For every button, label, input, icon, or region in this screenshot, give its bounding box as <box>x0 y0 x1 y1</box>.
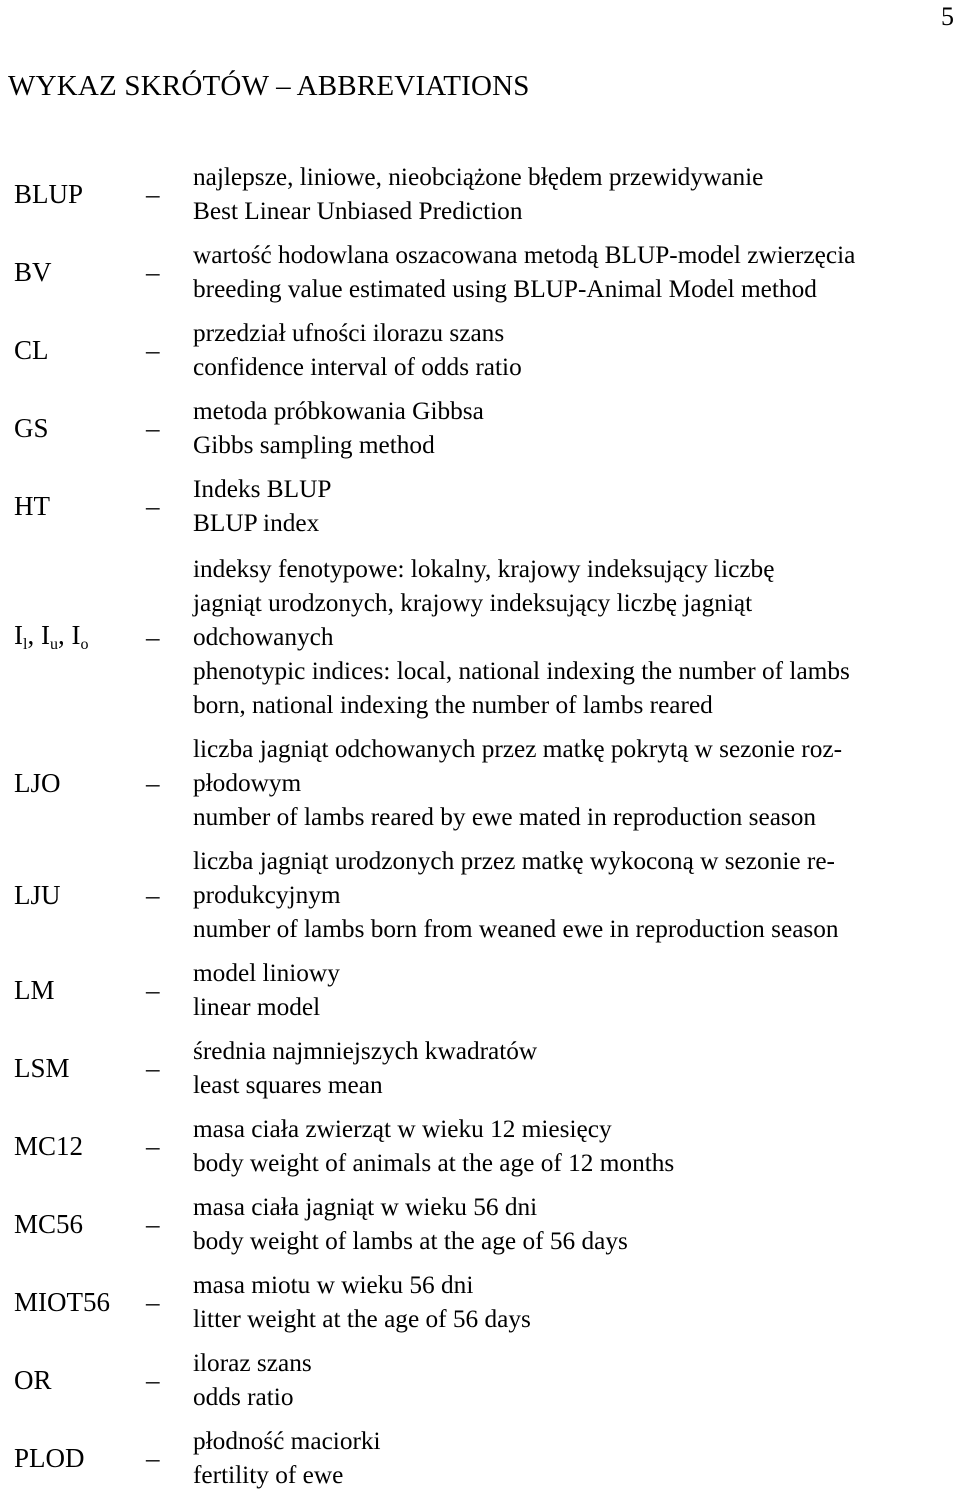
abbreviation-entry-plod <box>0 1424 960 1492</box>
abbreviation-entry-bv <box>0 238 960 306</box>
abbreviation-dash: – <box>146 974 160 1005</box>
abbreviation-dash: – <box>146 767 160 798</box>
abbreviation-term: MC56 <box>14 1208 84 1239</box>
abbreviation-entry-or <box>0 1346 960 1414</box>
abbreviations-list <box>0 160 960 1492</box>
abbreviation-letter: I <box>14 620 23 650</box>
abbreviation-dash: – <box>146 1208 160 1239</box>
definition-line: odds ratio <box>193 1383 294 1411</box>
abbreviation-term: MIOT56 <box>14 1286 110 1317</box>
definition-line: body weight of lambs at the age of 56 days <box>193 1227 628 1255</box>
abbreviation-dash: – <box>146 334 160 365</box>
abbreviation-definition <box>193 552 850 722</box>
definition-line: płodowym <box>193 769 302 797</box>
abbreviation-dash: – <box>146 621 160 652</box>
abbreviation-subscript: u <box>49 636 58 653</box>
abbreviation-definition <box>193 160 763 228</box>
abbreviation-term: OR <box>14 1364 52 1395</box>
definition-line: litter weight at the age of 56 days <box>193 1305 531 1333</box>
abbreviation-dash: – <box>146 490 160 521</box>
definition-line: confidence interval of odds ratio <box>193 353 522 381</box>
abbreviation-term: GS <box>14 412 49 443</box>
abbreviation-dash: – <box>146 1052 160 1083</box>
definition-line: Best Linear Unbiased Prediction <box>193 197 523 225</box>
abbreviation-definition <box>193 1346 312 1414</box>
abbreviation-dash: – <box>146 1130 160 1161</box>
abbreviation-definition <box>193 238 855 306</box>
abbreviation-term <box>14 620 88 654</box>
abbreviation-definition <box>193 1112 674 1180</box>
abbreviation-definition <box>193 472 331 540</box>
definition-line: iloraz szans <box>193 1349 312 1377</box>
abbreviation-definition <box>193 844 839 946</box>
page-title: WYKAZ SKRÓTÓW – ABBREVIATIONS <box>8 70 530 102</box>
abbreviation-definition <box>193 732 842 834</box>
abbreviation-entry-lsm <box>0 1034 960 1102</box>
abbreviation-term: HT <box>14 490 50 521</box>
abbreviation-term: LJO <box>14 767 61 798</box>
definition-line: phenotypic indices: local, national indexing the number of lambs <box>193 657 850 685</box>
abbreviation-term: LM <box>14 974 55 1005</box>
abbreviation-subscript: l <box>23 636 28 653</box>
abbreviation-term: LJU <box>14 879 61 910</box>
abbreviation-entry-lm <box>0 956 960 1024</box>
definition-line: produkcyjnym <box>193 881 341 909</box>
definition-line: masa ciała zwierząt w wieku 12 miesięcy <box>193 1115 612 1143</box>
definition-line: linear model <box>193 993 321 1021</box>
definition-line: masa ciała jagniąt w wieku 56 dni <box>193 1193 538 1221</box>
definition-line: breeding value estimated using BLUP-Animal Model method <box>193 275 817 303</box>
abbreviation-subscript: o <box>80 636 89 653</box>
definition-line: indeksy fenotypowe: lokalny, krajowy indeksujący liczbę <box>193 555 775 583</box>
definition-line: fertility of ewe <box>193 1461 344 1489</box>
abbreviation-separator: , <box>27 620 41 650</box>
abbreviation-definition <box>193 1424 381 1492</box>
abbreviation-entry-cl <box>0 316 960 384</box>
definition-line: przedział ufności ilorazu szans <box>193 319 505 347</box>
definition-line: model liniowy <box>193 959 340 987</box>
abbreviation-entry-lju <box>0 844 960 946</box>
definition-line: liczba jagniąt odchowanych przez matkę pokrytą w sezonie roz- <box>193 735 842 763</box>
abbreviation-entry-ljo <box>0 732 960 834</box>
definition-line: najlepsze, liniowe, nieobciążone błędem przewidywanie <box>193 163 764 191</box>
abbreviation-entry-mc12 <box>0 1112 960 1180</box>
definition-line: Gibbs sampling method <box>193 431 435 459</box>
definition-line: body weight of animals at the age of 12 months <box>193 1149 675 1177</box>
definition-line: średnia najmniejszych kwadratów <box>193 1037 538 1065</box>
abbreviation-letter: I <box>71 620 81 650</box>
abbreviation-term: MC12 <box>14 1130 84 1161</box>
abbreviation-separator: , <box>57 620 72 650</box>
abbreviation-term: BLUP <box>14 178 84 209</box>
definition-line: wartość hodowlana oszacowana metodą BLUP-model zwierzęcia <box>193 241 856 269</box>
abbreviation-dash: – <box>146 879 160 910</box>
abbreviation-entry-gs <box>0 394 960 462</box>
abbreviation-term: LSM <box>14 1052 70 1083</box>
definition-line: least squares mean <box>193 1071 383 1099</box>
definition-line: BLUP index <box>193 509 320 537</box>
abbreviation-term: CL <box>14 334 49 365</box>
abbreviation-term: BV <box>14 256 52 287</box>
abbreviation-dash: – <box>146 412 160 443</box>
abbreviation-definition <box>193 316 522 384</box>
abbreviation-letter: I <box>40 620 50 650</box>
definition-line: number of lambs born from weaned ewe in reproduction season <box>193 915 839 943</box>
abbreviation-definition <box>193 956 340 1024</box>
abbreviation-dash: – <box>146 178 160 209</box>
definition-line: liczba jagniąt urodzonych przez matkę wykoconą w sezonie re- <box>193 847 835 875</box>
definition-line: Indeks BLUP <box>193 475 332 503</box>
abbreviation-entry-phenotypic-indices <box>0 552 960 722</box>
abbreviation-entry-miot56 <box>0 1268 960 1336</box>
abbreviation-entry-ht <box>0 472 960 540</box>
abbreviation-term: PLOD <box>14 1442 85 1473</box>
definition-line: jagniąt urodzonych, krajowy indeksujący liczbę jagniąt <box>193 589 753 617</box>
abbreviation-definition <box>193 1034 537 1102</box>
abbreviation-entry-mc56 <box>0 1190 960 1258</box>
abbreviation-dash: – <box>146 1364 160 1395</box>
definition-line: number of lambs reared by ewe mated in reproduction season <box>193 803 817 831</box>
definition-line: odchowanych <box>193 623 334 651</box>
page-number: 5 <box>941 2 954 31</box>
definition-line: masa miotu w wieku 56 dni <box>193 1271 474 1299</box>
abbreviation-dash: – <box>146 1442 160 1473</box>
abbreviation-definition <box>193 394 484 462</box>
abbreviation-definition <box>193 1190 628 1258</box>
abbreviation-dash: – <box>146 1286 160 1317</box>
abbreviation-entry-blup <box>0 160 960 228</box>
abbreviation-dash: – <box>146 256 160 287</box>
abbreviation-definition <box>193 1268 531 1336</box>
definition-line: metoda próbkowania Gibbsa <box>193 397 484 425</box>
definition-line: płodność maciorki <box>193 1427 381 1455</box>
definition-line: born, national indexing the number of lambs reared <box>193 691 713 719</box>
